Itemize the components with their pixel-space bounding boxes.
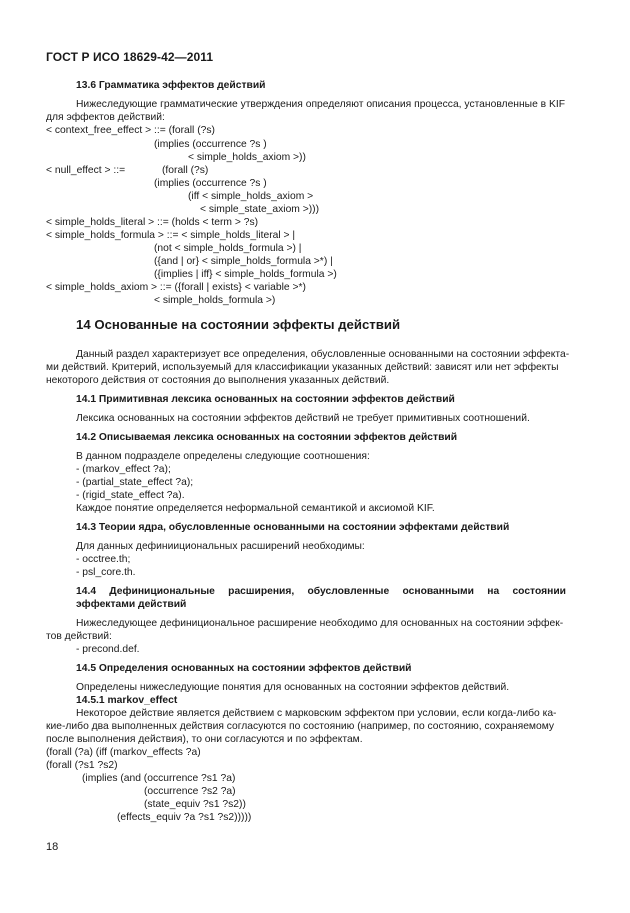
document-header: ГОСТ Р ИСО 18629-42—2011 bbox=[46, 50, 214, 64]
grammar-line: (implies (occurrence ?s ) bbox=[154, 139, 267, 150]
list-item: - (rigid_state_effect ?a). bbox=[76, 490, 185, 501]
paragraph-line: Каждое понятие определяется неформальной семантикой и аксиомой KIF. bbox=[76, 503, 435, 514]
list-item: - occtree.th; bbox=[76, 554, 131, 565]
paragraph-line: после выполнения действия), то они согласуются и по эффектам. bbox=[46, 734, 363, 745]
list-item: - (partial_state_effect ?a); bbox=[76, 477, 194, 488]
paragraph-line: Лексика основанных на состоянии эффектов действий не требует примитивных соотношений. bbox=[76, 413, 530, 424]
paragraph-line: Определены нижеследующие понятия для основанных на состоянии эффектов действий. bbox=[76, 682, 510, 693]
grammar-line: ({and | or} < simple_holds_formula >*) | bbox=[154, 256, 333, 267]
paragraph-line: Данный раздел характеризует все определения, обусловленные основанными на состоянии эффекта- bbox=[76, 349, 570, 360]
grammar-line: < simple_holds_formula > ::= < simple_holds_literal > | bbox=[46, 230, 296, 241]
axiom-line: (effects_equiv ?a ?s1 ?s2))))) bbox=[117, 812, 252, 823]
grammar-line: (implies (occurrence ?s ) bbox=[154, 178, 267, 189]
grammar-line: < simple_holds_axiom > ::= ({forall | exists} < variable >*) bbox=[46, 282, 306, 293]
grammar-line: < null_effect > ::= bbox=[46, 165, 126, 176]
paragraph-line: для эффектов действий: bbox=[46, 112, 165, 123]
section-14-4-heading-cont: эффектами действий bbox=[76, 599, 187, 610]
paragraph-line: В данном подразделе определены следующие соотношения: bbox=[76, 451, 370, 462]
section-14-3-heading: 14.3 Теории ядра, обусловленные основанными на состоянии эффектами действий bbox=[76, 522, 510, 533]
grammar-line: (forall (?s) bbox=[162, 165, 209, 176]
list-item: - precond.def. bbox=[76, 644, 140, 655]
grammar-line: < context_free_effect > ::= (forall (?s) bbox=[46, 125, 215, 136]
axiom-line: (forall (?a) (iff (markov_effects ?a) bbox=[46, 747, 201, 758]
section-14-5-heading: 14.5 Определения основанных на состоянии эффектов действий bbox=[76, 663, 412, 674]
grammar-line: < simple_holds_literal > ::= (holds < term > ?s) bbox=[46, 217, 259, 228]
list-item: - psl_core.th. bbox=[76, 567, 136, 578]
grammar-line: (not < simple_holds_formula >) | bbox=[154, 243, 302, 254]
paragraph-line: Для данных дефиниициональных расширений необходимы: bbox=[76, 541, 365, 552]
paragraph-line: Некоторое действие является действием с марковским эффектом при условии, если когда-либо ка- bbox=[76, 708, 557, 719]
grammar-line: < simple_state_axiom >))) bbox=[200, 204, 320, 215]
axiom-line: (forall (?s1 ?s2) bbox=[46, 760, 118, 771]
grammar-line: < simple_holds_formula >) bbox=[154, 295, 276, 306]
paragraph-line: Нижеследующее дефинициональное расширение необходимо для основанных на состоянии эффек- bbox=[76, 618, 564, 629]
paragraph-line: кие-либо два выполненных действия согласуются по состоянию (например, по состоянию, сохраняемому bbox=[46, 721, 555, 732]
grammar-line: ({implies | iff} < simple_holds_formula >) bbox=[154, 269, 337, 280]
grammar-line: < simple_holds_axiom >)) bbox=[188, 152, 306, 163]
list-item: - (markov_effect ?a); bbox=[76, 464, 171, 475]
section-14-5-1-heading: 14.5.1 markov_effect bbox=[76, 695, 178, 706]
section-14-2-heading: 14.2 Описываемая лексика основанных на состоянии эффектов действий bbox=[76, 432, 458, 443]
section-14-heading: 14 Основанные на состоянии эффекты действий bbox=[76, 317, 401, 332]
axiom-line: (implies (and (occurrence ?s1 ?a) bbox=[82, 773, 236, 784]
page-number: 18 bbox=[46, 841, 59, 853]
axiom-line: (state_equiv ?s1 ?s2)) bbox=[144, 799, 246, 810]
paragraph-line: ми действий. Критерий, используемый для классификации указанных действий: зависят или нет эффекты bbox=[46, 362, 559, 373]
paragraph-line: некоторого действия от состояния до выполнения указанных действий. bbox=[46, 375, 390, 386]
section-14-1-heading: 14.1 Примитивная лексика основанных на состоянии эффектов действий bbox=[76, 394, 455, 405]
section-13-6-heading: 13.6 Грамматика эффектов действий bbox=[76, 80, 266, 91]
paragraph-line: Нижеследующие грамматические утверждения определяют описания процесса, установленные в KIF bbox=[76, 99, 566, 110]
axiom-line: (occurrence ?s2 ?a) bbox=[144, 786, 236, 797]
paragraph-line: тов действий: bbox=[46, 631, 112, 642]
grammar-line: (iff < simple_holds_axiom > bbox=[188, 191, 314, 202]
section-14-4-heading: 14.4 Дефинициональные расширения, обусловленные основанными на состоянии bbox=[76, 586, 566, 597]
